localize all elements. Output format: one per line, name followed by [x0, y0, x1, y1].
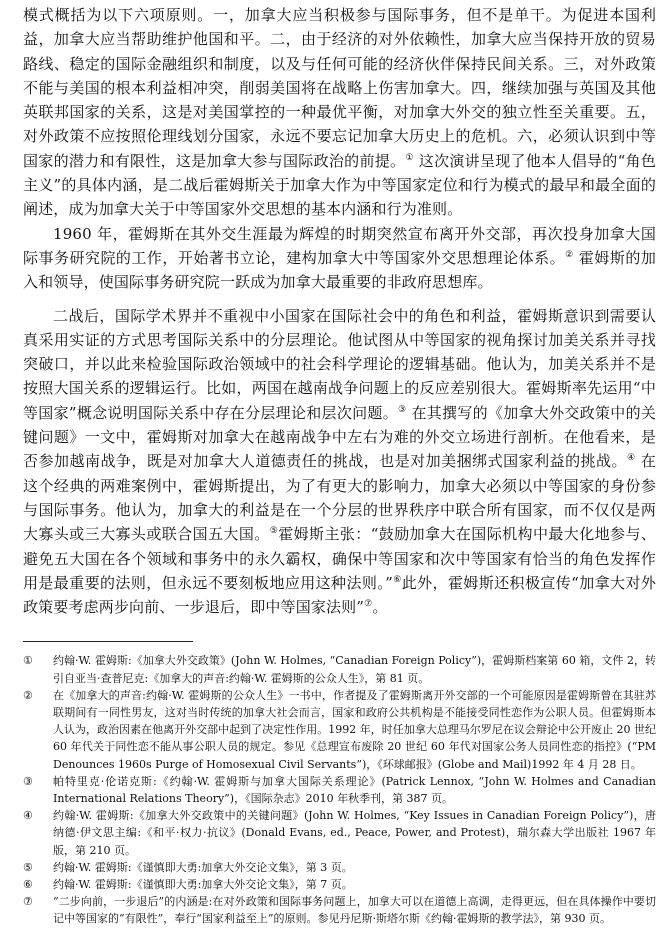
footnote-3 — [23, 773, 656, 807]
footnote-5 — [23, 859, 656, 876]
footnote-text: 在《加拿大的声音:约翰·W. 霍姆斯的公众人生》一书中，作者提及了霍姆斯离开外交部的一个可能原因是霍姆斯曾在其驻苏联期间有一同性男友，这对当时传统的加拿大社会而言，国家和政府公共机构是不能接受同性恋作为公职人员。但霍姆斯本人认为，政治因素在他离开外交部中起到了决定性作用。1992 年，时任加拿大总理马尔罗尼在议会辩论中公开废止 20 世纪 60 年代关于同性恋不能从事公职人员的规定。参见《总理宣布废除 20 世纪 60 年代对国家公务人员同性恋的指控》(“PM Denounces 1960s Purge of Homosexual Civil Servants”)，《环球邮报》(Globe and Mail)1992 年 4 月 28 日。 — [53, 688, 656, 771]
paragraph-text: 这次演讲呈现了他本人倡导的“角色主义”的具体内涵，是二战后霍姆斯关于加拿大作为中等国家定位和行为模式的最早和最全面的阐述，成为加拿大关于中等国家外交思想的基本内涵和行为准则。 — [23, 151, 656, 219]
body-paragraph-2 — [23, 222, 656, 295]
footnote-text: 约翰·W. 霍姆斯:《谨慎即大勇:加拿大外交论文集》，第 7 页。 — [53, 878, 353, 892]
footnote-number: ④ — [23, 809, 33, 823]
footnote-text: 帕特里克·伦诺克斯:《约翰·W. 霍姆斯与加拿大国际关系理论》(Patrick Lennox, “John W. Holmes and Canadian International Relations Theory”)，《国际杂志》2010 年秋季刊，第 387 页。 — [53, 774, 656, 806]
paragraph-text: 。 — [372, 598, 388, 617]
paragraph-text: 在其撰写的《加拿大外交政策中的关键问题》一文中，霍姆斯对加拿大在越南战争中左右为难的外交立场进行剖析。在他看来，是否参加越南战争，既是对加拿大人道德责任的挑战，也是对加美捆绑式国家利益的挑战。 — [23, 403, 657, 471]
footnote-text: “二步向前，一步退后”的内涵是:在对外政策和国际事务问题上，加拿大可以在道德上高调，走得更远，但在具体操作中要切记中等国家的“有限性”，奉行“国家利益至上”的原则。参见丹尼斯·斯塔尔斯《约翰·霍姆斯的教学法》，第 930 页。 — [53, 895, 656, 926]
footnote-ref-7[interactable]: ⑦ — [364, 599, 373, 610]
footnote-divider — [23, 641, 193, 642]
footnote-1 — [23, 652, 656, 686]
footnote-text: 约翰·W. 霍姆斯:《谨慎即大勇:加拿大外交论文集》，第 3 页。 — [53, 860, 353, 874]
footnote-ref-5[interactable]: ⑤ — [269, 526, 279, 537]
paragraph-text: 1960 年，霍姆斯在其外交生涯最为辉煌的时期突然宣布离开外交部，再次投身加拿大国际事务研究院的工作，开始著书立论，建构加拿大中等国家外交思想理论体系。 — [23, 224, 656, 267]
footnote-ref-6[interactable]: ⑥ — [393, 574, 402, 585]
footnote-ref-4[interactable]: ④ — [627, 453, 636, 464]
footnote-ref-1[interactable]: ① — [405, 152, 414, 163]
footnote-number: ⑤ — [23, 860, 33, 874]
footnote-7 — [23, 893, 656, 927]
paragraph-text: 二战后，国际学术界并不重视中小国家在国际社会中的角色和利益，霍姆斯意识到需要认真采用实证的方式思考国际关系中的分层理论。他试图从中等国家的视角探讨加美关系并寻找突破口，并以此来检验国际政治领域中的社会科学理论的逻辑基础。他认为，加美关系并不是按照大国关系的逻辑运行。比如，两国在越南战争问题上的反应差别很大。霍姆斯率先运用“中等国家”概念说明国际关系中存在分层理论和层次问题。 — [23, 306, 656, 422]
footnote-number: ③ — [23, 774, 33, 788]
footnote-number: ② — [23, 688, 33, 702]
paragraph-text: 在这个经典的两难案例中，霍姆斯提出，为了有更大的影响力，加拿大必须以中等国家的身份参与国际事务。他认为，加拿大的利益是在一个分层的世界秩序中联合所有国家，而不仅仅是两大寡头或三大寡头或联合国五大国。 — [23, 452, 656, 544]
footnote-4 — [23, 807, 656, 859]
paragraph-text: 此外，霍姆斯还积极宣传“加拿大对外政策要考虑两步向前、一步退后，即中等国家法则” — [23, 573, 657, 617]
footnote-number: ① — [23, 654, 33, 668]
footnote-text: 约翰·W. 霍姆斯:《加拿大外交政策》(John W. Holmes, “Canadian Foreign Policy”)，霍姆斯档案第 60 箱，文件 2，转引自亚当·查普尼克:《加拿大的声音:约翰·W. 霍姆斯的公众人生》，第 81 页。 — [53, 654, 656, 685]
footnote-ref-3[interactable]: ③ — [398, 404, 407, 415]
footnote-ref-2[interactable]: ② — [565, 249, 574, 260]
footnote-number: ⑥ — [23, 878, 33, 892]
body-paragraph-1 — [23, 3, 656, 222]
body-paragraph-3 — [23, 304, 656, 620]
paragraph-text: 模式概括为以下六项原则。一，加拿大应当积极参与国际事务，但不是单干。为促进本国利益，加拿大应当帮助维护他国和平。二，由于经济的对外依赖性，加拿大应当保持开放的贸易路线、稳定的国际金融组织和制度，以及与任何可能的经济伙伴保持民间关系。三，对外政策不能与美国的根本利益相冲突，削弱美国将在战略上伤害加拿大。四，继续加强与英国及其他英联邦国家的关系，这是对美国掌控的一种最优平衡，对加拿大外交的独立性至关重要。五，对外政策不应按照伦理线划分国家，永远不要忘记加拿大历史上的危机。六，必须认识到中等国家的潜力和有限性，这是加拿大参与国际政治的前提。 — [23, 6, 656, 170]
footnote-number: ⑦ — [23, 895, 33, 909]
footnote-text: 约翰·W. 霍姆斯:《加拿大外交政策中的关键问题》(John W. Holmes, “Key Issues in Canadian Foreign Policy”)，唐纳德·伊文思主编:《和平·权力·抗议》(Donald Evans, ed., Peace, Power, and Protest)，瑞尔森大学出版社 1967 年版，第 210 页。 — [53, 809, 656, 857]
paragraph-text: 霍姆斯主张：“鼓励加拿大在国际机构中最大化地参与、避免五大国在各个领域和事务中的永久霸权，确保中等国家和次中等国家有恰当的角色发挥作用是最重要的法则，但永远不要刻板地应用这种法则。” — [23, 525, 657, 592]
paragraph-text: 霍姆斯的加入和领导，使国际事务研究院一跃成为加拿大最重要的非政府思想库。 — [23, 248, 656, 292]
footnote-2 — [23, 687, 656, 773]
